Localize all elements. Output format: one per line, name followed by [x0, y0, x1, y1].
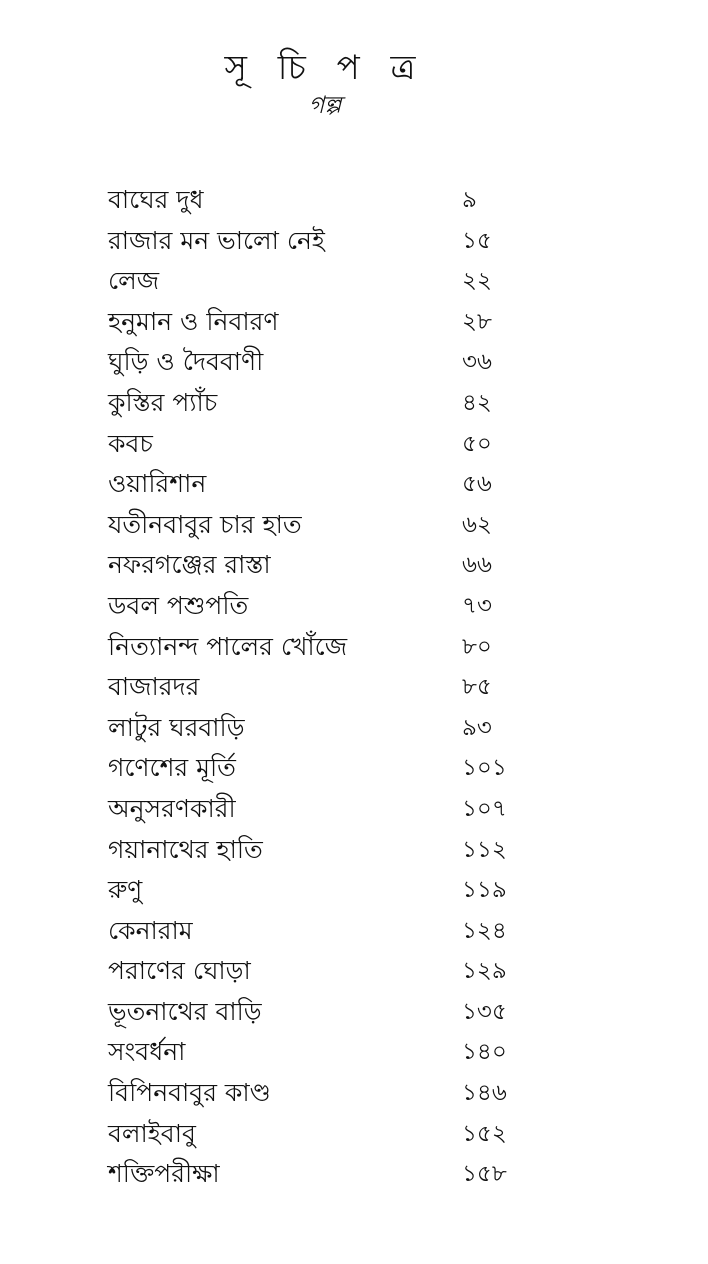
toc-entry-title: গণেশের মূর্তি	[108, 753, 236, 783]
toc-entry	[100, 586, 530, 627]
toc-entry-page: ৮৫	[462, 674, 492, 701]
toc-entry-title: লাটুর ঘরবাড়ি	[108, 712, 245, 742]
toc-entry-page: ৬২	[462, 511, 492, 538]
toc-entry-title: গয়ানাথের হাতি	[108, 834, 263, 864]
toc-entry	[100, 424, 530, 465]
toc-entry-title: সংবর্ধনা	[108, 1037, 186, 1067]
toc-entry-title: অনুসরণকারী	[108, 793, 236, 823]
toc-entry-page: ১২৪	[462, 917, 507, 944]
toc-entry-page: ১৪৬	[462, 1080, 507, 1107]
toc-entry	[100, 830, 530, 871]
toc-entry-page: ১৫৮	[462, 1161, 507, 1188]
toc-entry	[100, 1073, 530, 1114]
toc-entry-page: ৩৬	[462, 349, 492, 376]
toc-entry-title: ভূতনাথের বাড়ি	[108, 996, 262, 1026]
toc-entry	[100, 870, 530, 911]
toc-entry-title: যতীনবাবুর চার হাত	[108, 509, 302, 539]
toc-entry-page: ১২৯	[462, 958, 507, 985]
toc-entry	[100, 261, 530, 302]
toc-entry	[100, 911, 530, 952]
section-subtitle: গল্প	[308, 91, 342, 119]
toc-entry-title: কবচ	[108, 428, 153, 458]
toc-entry-title: শক্তিপরীক্ষা	[108, 1159, 220, 1189]
toc-entry	[100, 505, 530, 546]
toc-entry-title: নিত্যানন্দ পালের খোঁজে	[108, 631, 348, 661]
toc-entry	[100, 180, 530, 221]
toc-entry-title: বলাইবাবু	[108, 1118, 196, 1148]
toc-entry-page: ১৫২	[462, 1120, 507, 1147]
toc-entry	[100, 1154, 530, 1195]
toc-entry-title: ঘুড়ি ও দৈববাণী	[108, 347, 264, 377]
toc-entry	[100, 789, 530, 830]
toc-entry-title: পরাণের ঘোড়া	[108, 956, 251, 986]
toc-entry-page: ১০৭	[462, 795, 507, 822]
toc-entry-title: বাজারদর	[108, 672, 200, 702]
toc-entry	[100, 342, 530, 383]
toc-entry-title: ওয়ারিশান	[108, 469, 207, 499]
toc-entry-page: ৯	[462, 187, 477, 213]
toc-entry-page: ১০১	[462, 755, 507, 782]
toc-entry	[100, 708, 530, 749]
toc-entry-page: ১৫	[462, 227, 492, 254]
toc-entry	[100, 951, 530, 992]
table-of-contents	[100, 180, 530, 1195]
toc-entry-title: রুণু	[108, 875, 143, 905]
toc-entry-page: ১১২	[462, 836, 507, 863]
toc-entry	[100, 627, 530, 668]
toc-entry-title: ডবল পশুপতি	[108, 590, 249, 620]
toc-entry-page: ৯৩	[462, 714, 492, 741]
toc-entry-page: ১৩৫	[462, 998, 507, 1025]
toc-entry-page: ৫০	[462, 430, 492, 457]
toc-entry	[100, 992, 530, 1033]
toc-entry	[100, 748, 530, 789]
toc-entry	[100, 383, 530, 424]
toc-entry	[100, 464, 530, 505]
toc-entry	[100, 667, 530, 708]
toc-entry-title: কুস্তির প্যাঁচ	[108, 387, 218, 417]
toc-entry-page: ৬৬	[462, 552, 492, 579]
toc-entry-page: ১১৯	[462, 877, 507, 904]
toc-entry-title: লেজ	[108, 266, 160, 296]
toc-entry	[100, 1114, 530, 1155]
toc-entry	[100, 1032, 530, 1073]
toc-entry	[100, 545, 530, 586]
toc-entry-page: ২৮	[462, 308, 492, 335]
page-title: সূ চি প ত্র	[224, 48, 426, 88]
toc-entry-title: কেনারাম	[108, 915, 193, 945]
toc-entry-title: বাঘের দুধ	[108, 185, 204, 214]
toc-entry-title: হনুমান ও নিবারণ	[108, 306, 279, 336]
toc-entry-page: ৪২	[462, 389, 492, 416]
toc-entry-title: নফরগঞ্জের রাস্তা	[108, 550, 271, 580]
toc-entry-page: ৭৩	[462, 592, 492, 619]
toc-entry	[100, 221, 530, 262]
toc-entry-page: ২২	[462, 268, 492, 295]
toc-entry-title: রাজার মন ভালো নেই	[108, 225, 325, 255]
toc-entry-title: বিপিনবাবুর কাণ্ড	[108, 1078, 271, 1108]
toc-entry	[100, 302, 530, 343]
toc-entry-page: ৮০	[462, 633, 492, 660]
toc-entry-page: ৫৬	[462, 471, 492, 498]
toc-entry-page: ১৪০	[462, 1039, 507, 1066]
